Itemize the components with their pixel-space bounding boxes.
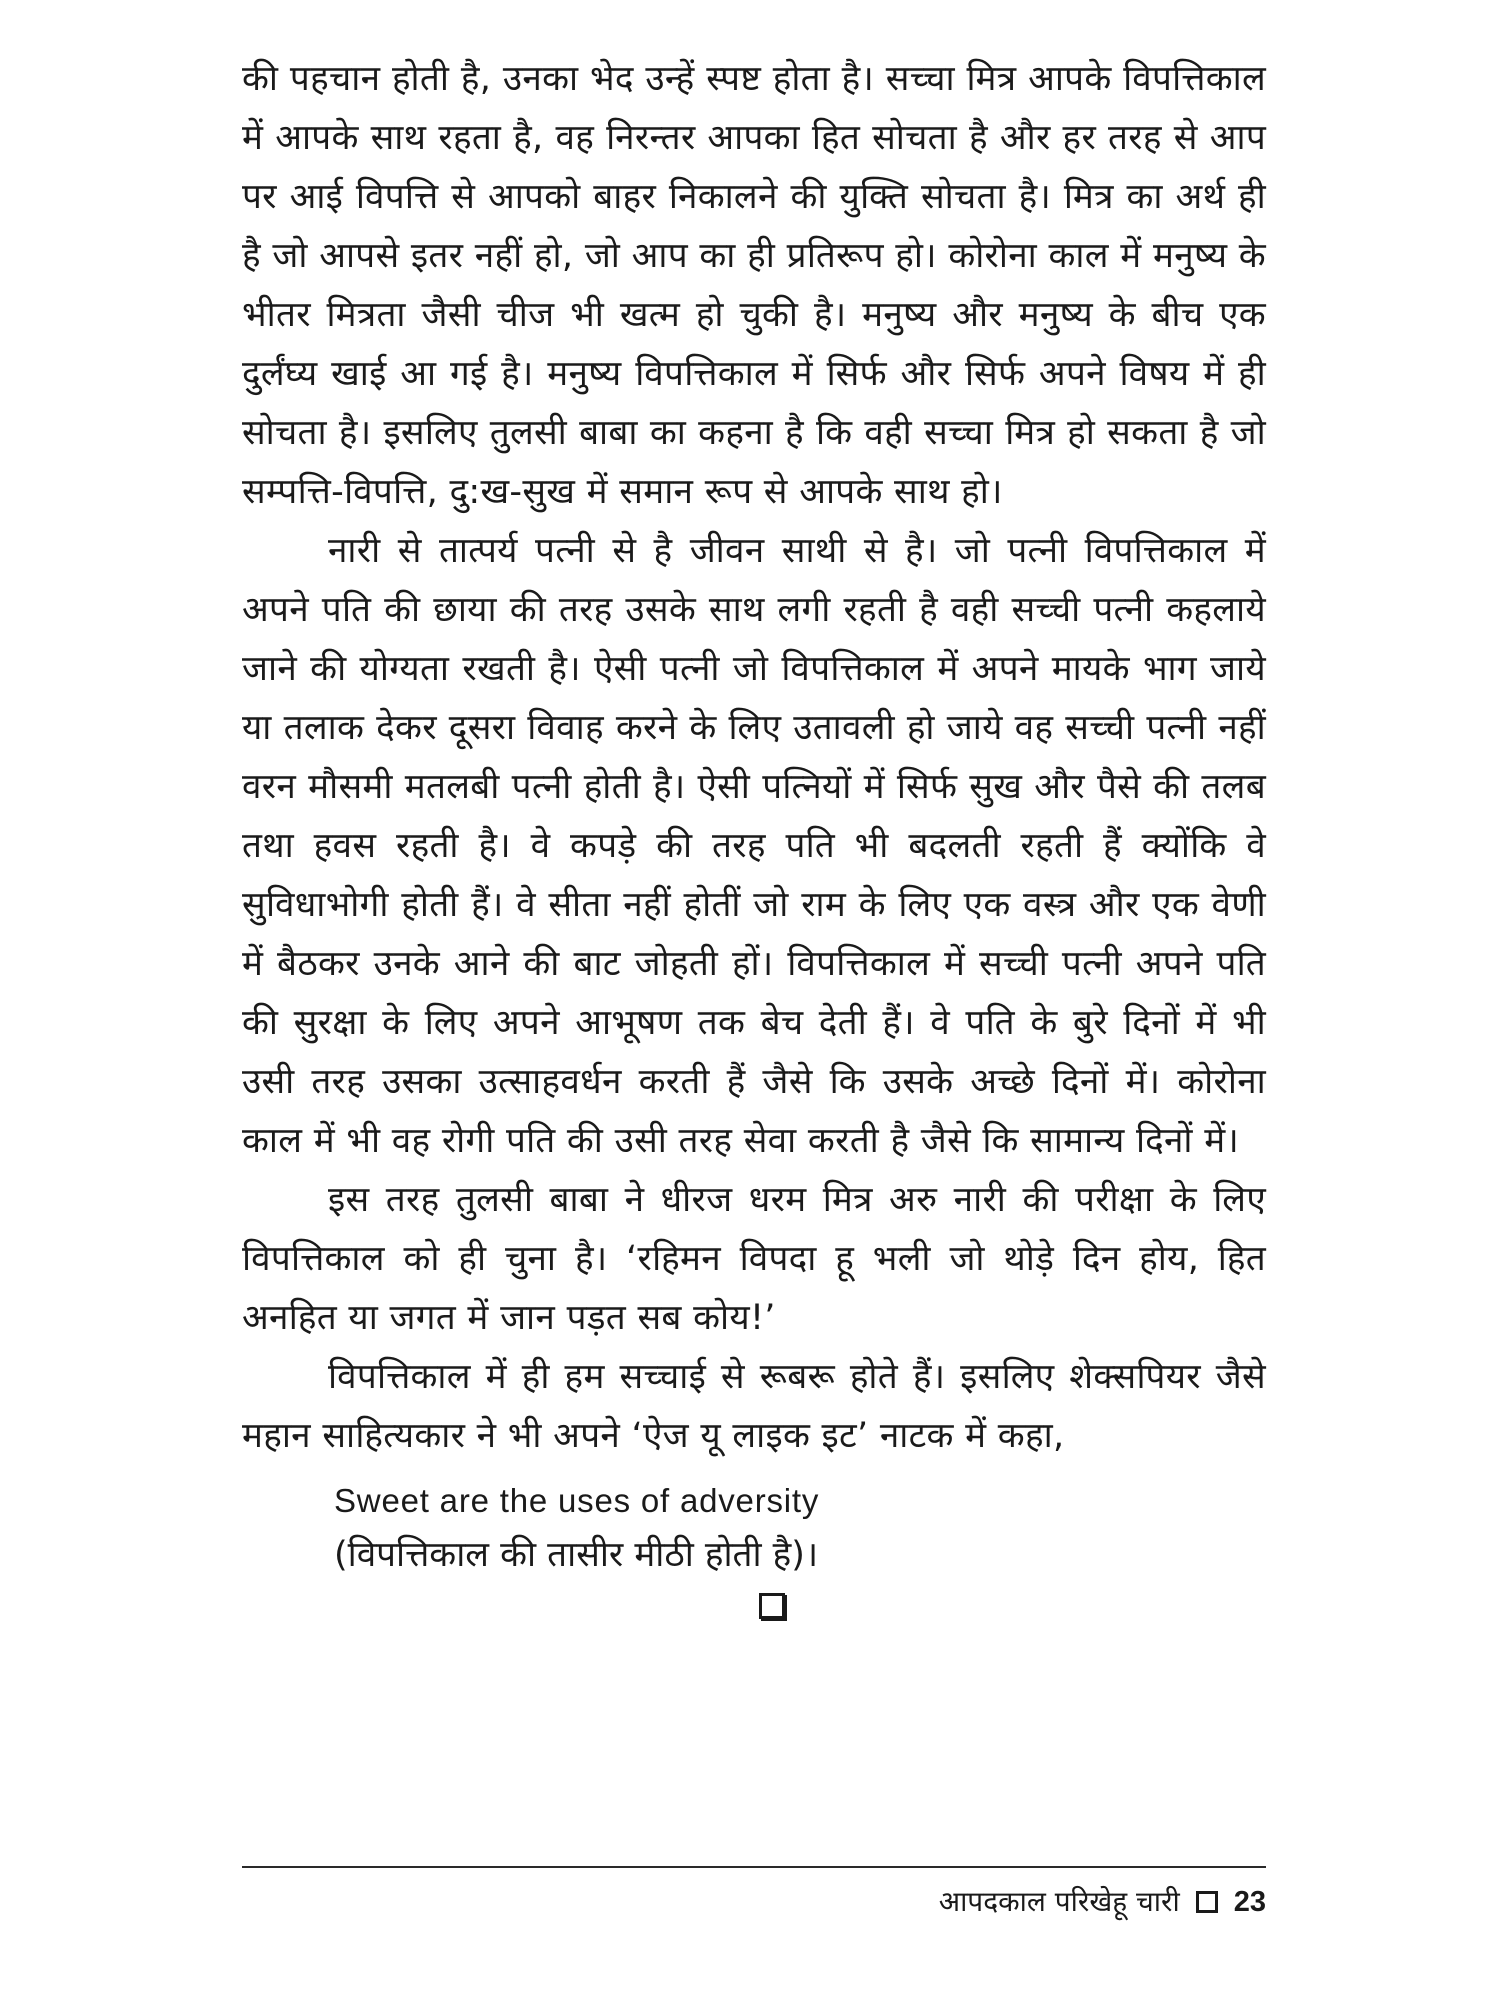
end-mark xyxy=(242,1593,1266,1633)
quote-hindi: (विपत्तिकाल की तासीर मीठी होती है)। xyxy=(334,1535,819,1575)
page-body xyxy=(242,50,1266,1633)
paragraph-shakespeare: विपत्तिकाल में ही हम सच्चाई से रूबरू होते हैं। इसलिए शेक्सपियर जैसे महान साहित्यकार ने भी अपने ‘ऐज यू लाइक इट’ नाटक में कहा, xyxy=(242,1357,1266,1456)
paragraph-wife: नारी से तात्पर्य पत्नी से है जीवन साथी से है। जो पत्नी विपत्तिकाल में अपने पति की छाया की तरह उसके साथ लगी रहती है वही सच्ची पत्नी कहलाये जाने की योग्यता रखती है। ऐसी पत्नी जो विपत्तिकाल में अपने मायके भाग जाये या तलाक देकर दूसरा विवाह करने के लिए उतावली हो जाये वह सच्ची पत्नी नहीं वरन मौसमी मतलबी पत्नी होती है। ऐसी पत्नियों में सिर्फ सुख और पैसे की तलब तथा हवस रहती है। वे कपड़े की तरह पति भी बदलती रहती हैं क्योंकि वे सुविधाभोगी होती हैं। वे सीता नहीं होतीं जो राम के लिए एक वस्त्र और एक वेणी में बैठकर उनके आने की बाट जोहती हों। विपत्तिकाल में सच्ची पत्नी अपने पति की सुरक्षा के लिए अपने आभूषण तक बेच देती हैं। वे पति के बुरे दिनों में भी उसी तरह उसका उत्साहवर्धन करती हैं जैसे कि उसके अच्छे दिनों में। कोरोना काल में भी वह रोगी पति की उसी तरह सेवा करती है जैसे कि सामान्य दिनों में। xyxy=(242,531,1266,1161)
quote-english: Sweet are the uses of adversity xyxy=(334,1482,820,1519)
page-number: 23 xyxy=(1233,1886,1266,1918)
paragraph-friend: की पहचान होती है, उनका भेद उन्हें स्पष्ट होता है। सच्चा मित्र आपके विपत्तिकाल में आपके साथ रहता है, वह निरन्तर आपका हित सोचता है और हर तरह से आप पर आई विपत्ति से आपको बाहर निकालने की युक्ति सोचता है। मित्र का अर्थ ही है जो आपसे इतर नहीं हो, जो आप का ही प्रतिरूप हो। कोरोना काल में मनुष्य के भीतर मित्रता जैसी चीज भी खत्म हो चुकी है। मनुष्य और मनुष्य के बीच एक दुर्लंघ्य खाई आ गई है। मनुष्य विपत्तिकाल में सिर्फ और सिर्फ अपने विषय में ही सोचता है। इसलिए तुलसी बाबा का कहना है कि वही सच्चा मित्र हो सकता है जो सम्पत्ति-विपत्ति, दु:ख-सुख में समान रूप से आपके साथ हो। xyxy=(242,59,1266,512)
footer-title: आपदकाल परिखेहू चारी xyxy=(938,1885,1180,1918)
footer-divider xyxy=(242,1866,1266,1868)
page-footer xyxy=(939,1882,1266,1922)
footer-square-icon xyxy=(1196,1891,1218,1913)
paragraph-rahim-quote: इस तरह तुलसी बाबा ने धीरज धरम मित्र अरु नारी की परीक्षा के लिए विपत्तिकाल को ही चुना है। ‘रहिमन विपदा हू भली जो थोड़े दिन होय, हित अनहित या जगत में जान पड़त सब कोय!’ xyxy=(242,1180,1266,1338)
end-square-icon xyxy=(759,1593,785,1619)
